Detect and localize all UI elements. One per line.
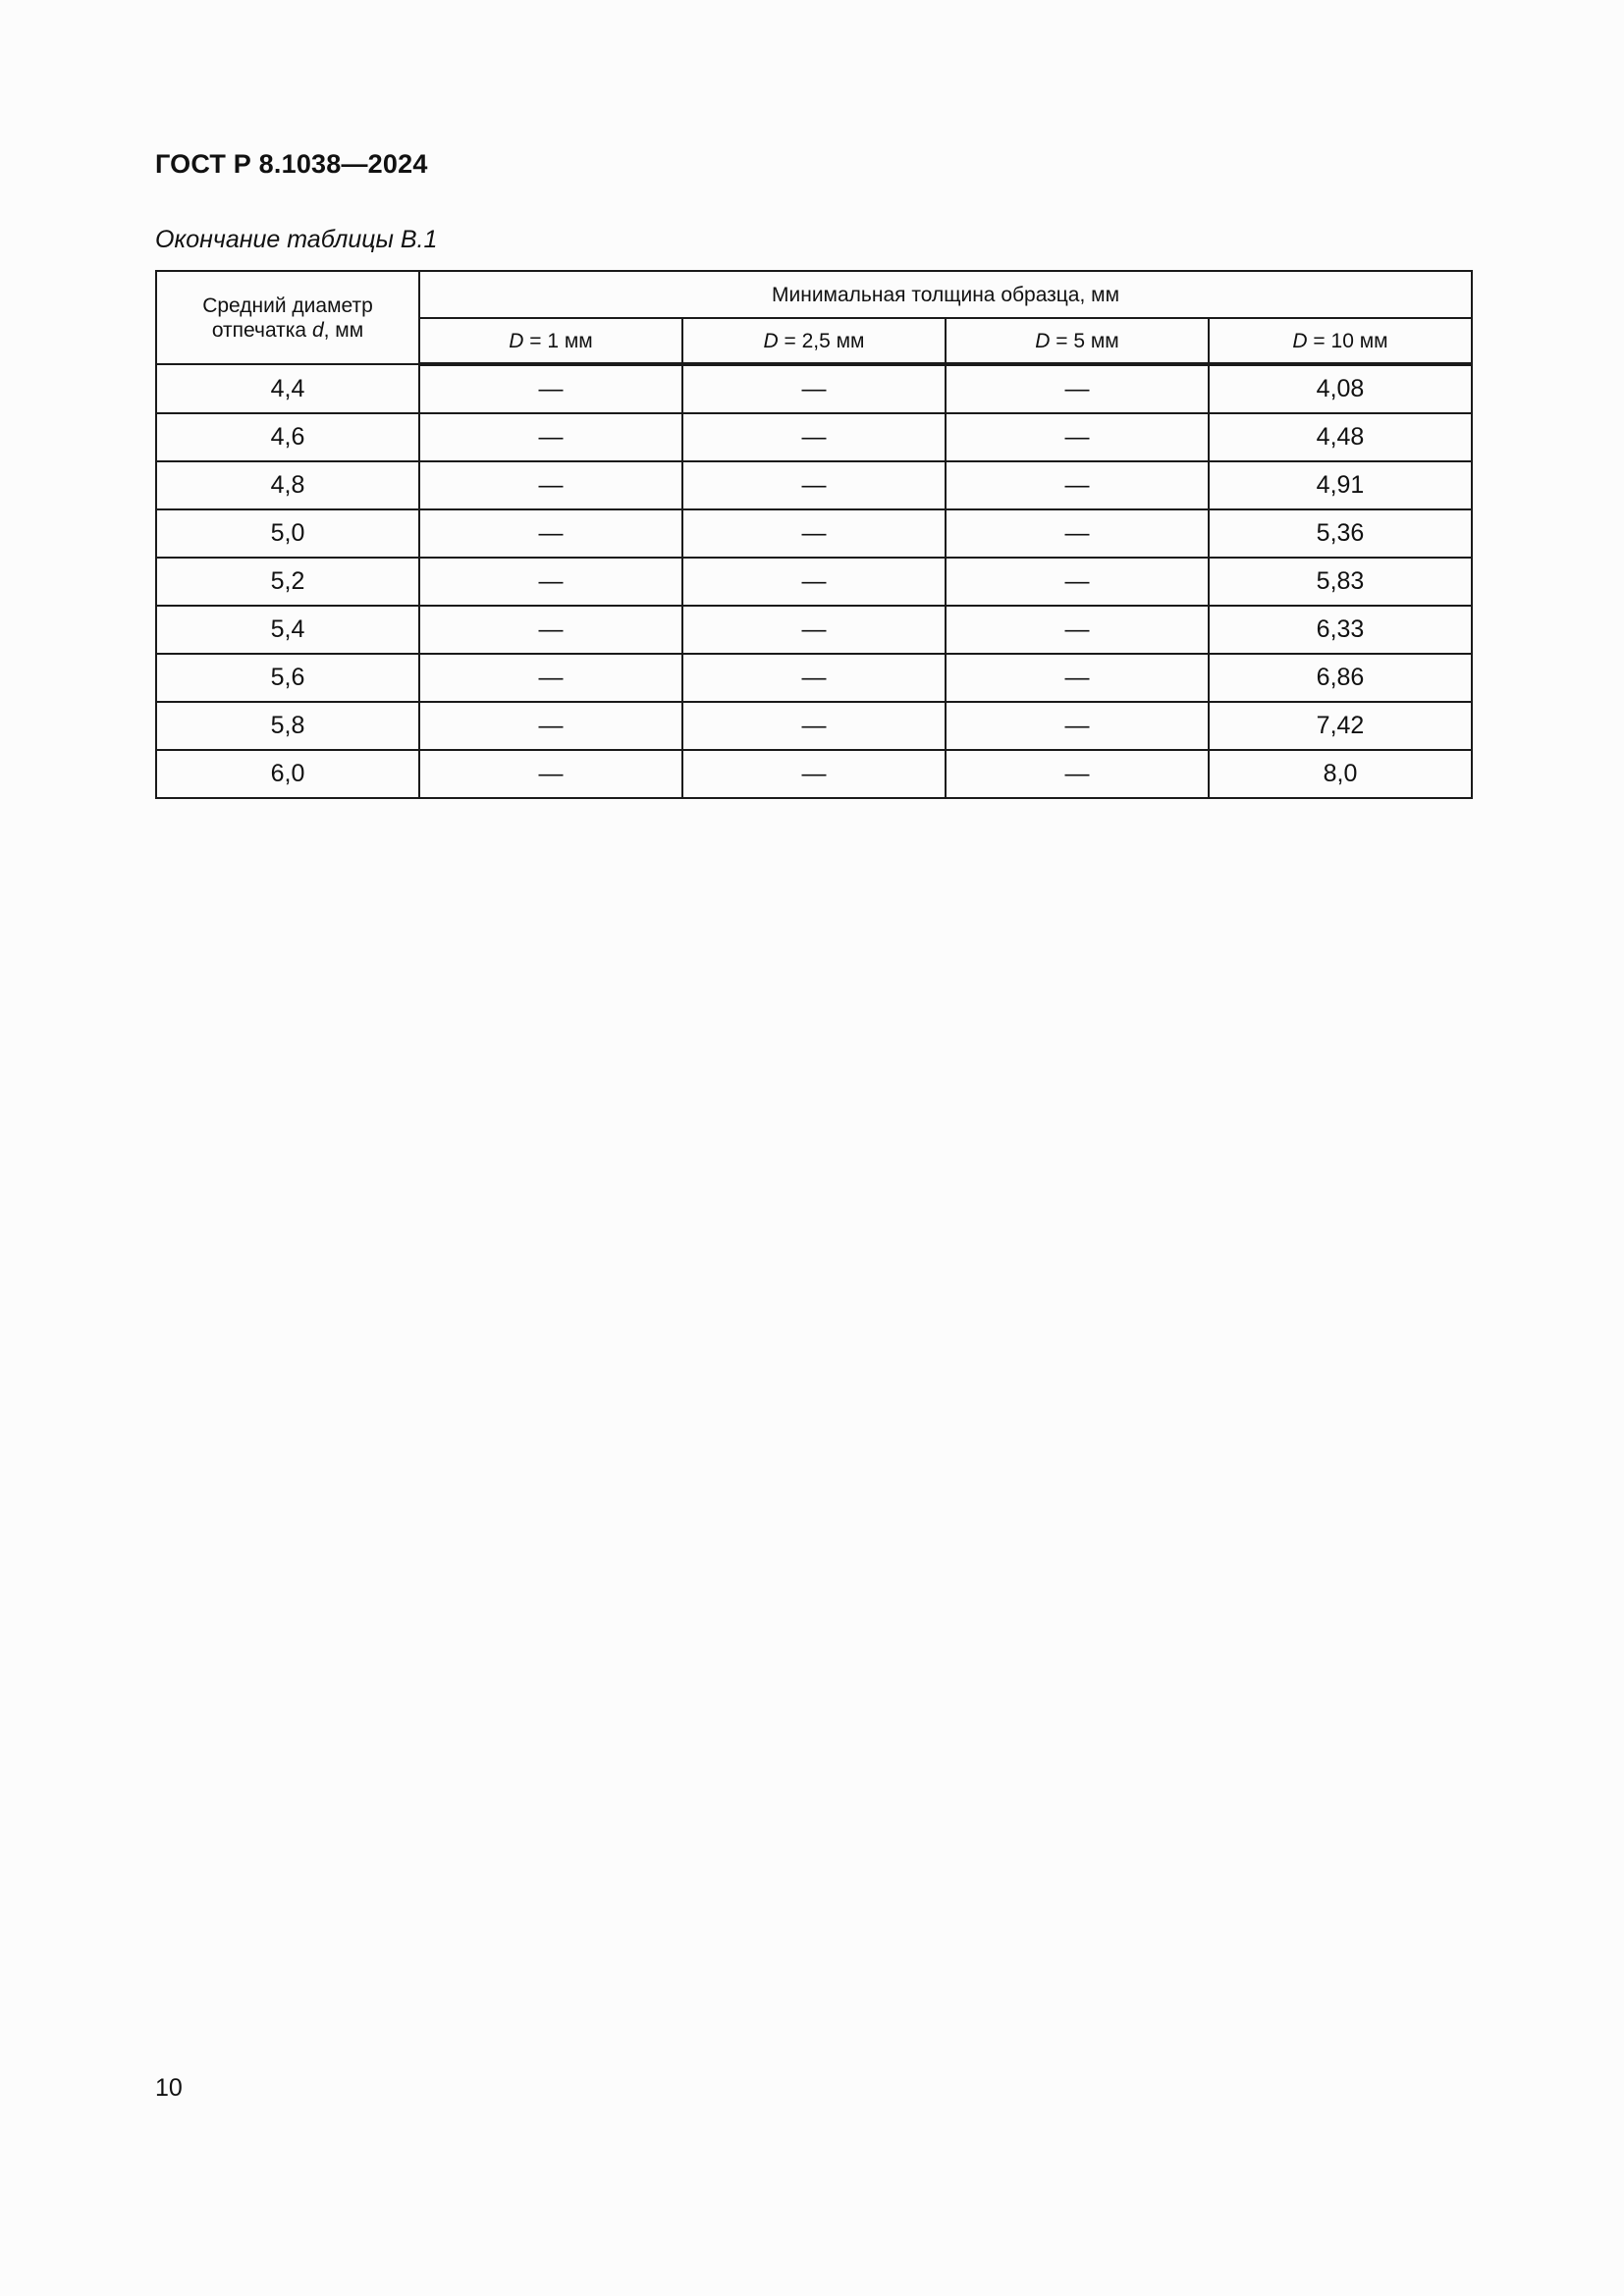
table-cell-thickness: — [419,606,682,654]
table-cell-thickness: 4,48 [1209,413,1472,461]
document-code-header: ГОСТ Р 8.1038—2024 [155,149,428,179]
table-cell-diameter: 5,4 [156,606,419,654]
table-row [156,750,1472,798]
table-cell-thickness: — [419,461,682,509]
table-cell-thickness: — [419,558,682,606]
column-header-d10: D = 10 мм [1209,318,1472,364]
column-header-diameter-line2-suffix: , мм [323,318,364,342]
table-cell-thickness: — [946,606,1209,654]
table-cell-thickness: 5,83 [1209,558,1472,606]
page-number: 10 [155,2074,183,2102]
table-row [156,702,1472,750]
thickness-table [155,270,1473,799]
column-header-diameter-var: d [311,318,324,342]
table-row [156,558,1472,606]
table-cell-diameter: 6,0 [156,750,419,798]
table-cell-thickness: — [419,702,682,750]
table-cell-thickness: — [682,413,946,461]
table-cell-thickness: — [946,750,1209,798]
table-cell-thickness: — [946,413,1209,461]
table-row [156,461,1472,509]
table-cell-thickness: 5,36 [1209,509,1472,558]
column-header-diameter-line1: Средний диаметр [202,294,373,317]
table-cell-thickness: — [682,654,946,702]
table-cell-thickness: — [419,413,682,461]
table-row [156,654,1472,702]
table-cell-thickness: — [419,654,682,702]
table-row [156,364,1472,413]
table-cell-thickness: — [946,461,1209,509]
table-body [156,364,1472,798]
column-header-diameter [156,271,419,364]
table-cell-thickness: — [946,702,1209,750]
table-cell-thickness: 6,33 [1209,606,1472,654]
table-cell-thickness: — [946,654,1209,702]
table-cell-thickness: — [682,606,946,654]
table-cell-thickness: — [419,750,682,798]
table-header [156,271,1472,364]
table-cell-thickness: — [946,509,1209,558]
table-row [156,606,1472,654]
table-cell-diameter: 5,2 [156,558,419,606]
table-cell-diameter: 4,8 [156,461,419,509]
table-cell-thickness: 4,91 [1209,461,1472,509]
table-cell-thickness: 6,86 [1209,654,1472,702]
table-cell-thickness: — [946,364,1209,413]
table-cell-diameter: 5,6 [156,654,419,702]
table-row [156,509,1472,558]
table-cell-thickness: — [682,461,946,509]
column-header-d1: D = 1 мм [419,318,682,364]
column-header-d2-5: D = 2,5 мм [682,318,946,364]
column-header-d5: D = 5 мм [946,318,1209,364]
table-header-row [156,271,1472,318]
table-cell-thickness: — [682,558,946,606]
table-cell-thickness: — [419,364,682,413]
table-cell-thickness: — [946,558,1209,606]
table-cell-thickness: 7,42 [1209,702,1472,750]
table-row [156,413,1472,461]
table-cell-diameter: 5,0 [156,509,419,558]
table-cell-diameter: 5,8 [156,702,419,750]
column-group-header-thickness: Минимальная толщина образца, мм [419,271,1472,318]
table-cell-thickness: — [682,364,946,413]
column-header-diameter-line2-prefix: отпечатка [211,318,312,342]
table-cell-thickness: 4,08 [1209,364,1472,413]
table-cell-thickness: 8,0 [1209,750,1472,798]
table-cell-diameter: 4,4 [156,364,419,413]
table-cell-thickness: — [682,509,946,558]
table-cell-diameter: 4,6 [156,413,419,461]
table-cell-thickness: — [682,750,946,798]
table-caption: Окончание таблицы В.1 [155,226,438,253]
table-cell-thickness: — [419,509,682,558]
table-cell-thickness: — [682,702,946,750]
